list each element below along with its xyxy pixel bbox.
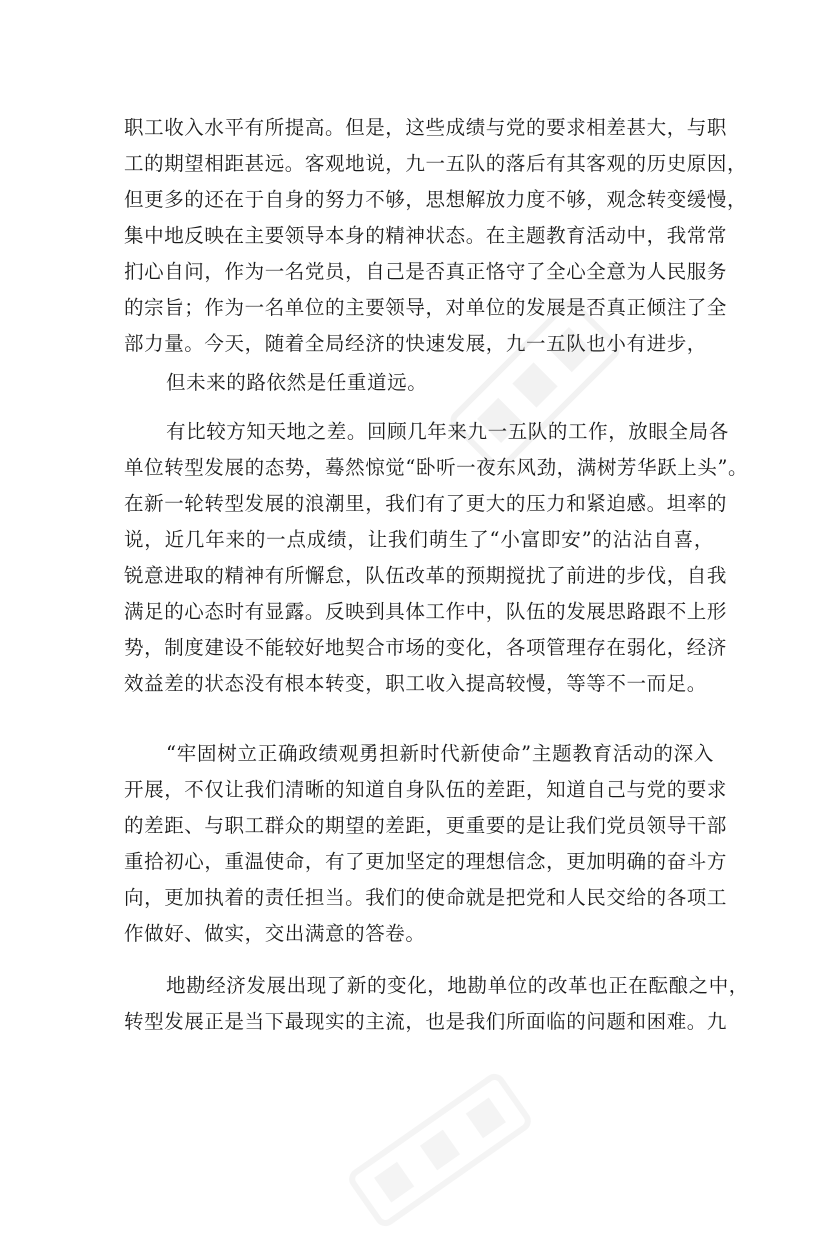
- text-line: 说，近几年来的一点成绩，让我们萌生了“小富即安”的沾沾自喜，: [124, 528, 714, 551]
- paragraph-2: [124, 365, 714, 401]
- watermark-stamp-bottom: [324, 1043, 557, 1256]
- text-line: 的宗旨；作为一名单位的主要领导，对单位的发展是否真正倾注了全: [124, 296, 728, 319]
- text-line: “牢固树立正确政绩观勇担新时代新使命”主题教育活动的深入: [166, 742, 714, 765]
- paragraph-5: [124, 968, 749, 1040]
- text-line: 扪心自问，作为一名党员，自己是否真正恪守了全心全意为人民服务: [124, 260, 728, 283]
- paragraph-4: [124, 736, 728, 952]
- text-line: 在新一轮转型发展的浪潮里，我们有了更大的压力和紧迫感。坦率的: [124, 492, 728, 515]
- text-line: 有比较方知天地之差。回顾几年来九一五队的工作，放眼全局各: [166, 420, 729, 443]
- paragraph-1: [124, 110, 748, 362]
- text-line: 部力量。今天，随着全局经济的快速发展，九一五队也小有进步，: [124, 332, 707, 355]
- text-line: 势，制度建设不能较好地契合市场的变化，各项管理存在弱化，经济: [124, 636, 728, 659]
- paragraph-3: [124, 414, 749, 702]
- text-line: 重拾初心，重温使命，有了更加坚定的理想信念，更加明确的奋斗方: [124, 850, 728, 873]
- text-line: 开展，不仅让我们清晰的知道自身队伍的差距，知道自己与党的要求: [124, 778, 728, 801]
- text-line: 单位转型发展的态势，蓦然惊觉“卧听一夜东风劲，满树芳华跃上头”。: [124, 456, 749, 479]
- text-line: 作做好、做实，交出满意的答卷。: [124, 922, 426, 945]
- text-line: 的差距、与职工群众的期望的差距，更重要的是让我们党员领导干部: [124, 814, 728, 837]
- text-line: 地勘经济发展出现了新的变化，地勘单位的改革也正在酝酿之中，: [166, 974, 749, 997]
- text-line: 职工收入水平有所提高。但是，这些成绩与党的要求相差甚大，与职: [124, 116, 728, 139]
- text-line: 集中地反映在主要领导本身的精神状态。在主题教育活动中，我常常: [124, 224, 728, 247]
- text-line: 但未来的路依然是任重道远。: [166, 371, 428, 394]
- text-line: 锐意进取的精神有所懈怠，队伍改革的预期搅扰了前进的步伐，自我: [124, 564, 728, 587]
- text-line: 满足的心态时有显露。反映到具体工作中，队伍的发展思路跟不上形: [124, 600, 728, 623]
- text-line: 工的期望相距甚远。客观地说，九一五队的落后有其客观的历史原因，: [124, 152, 748, 175]
- text-line: 向，更加执着的责任担当。我们的使命就是把党和人民交给的各项工: [124, 886, 728, 909]
- text-line: 效益差的状态没有根本转变，职工收入提高较慢，等等不一而足。: [124, 672, 707, 695]
- text-line: 转型发展正是当下最现实的主流，也是我们所面临的问题和困难。九: [124, 1010, 728, 1033]
- text-line: 但更多的还在于自身的努力不够，思想解放力度不够，观念转变缓慢，: [124, 188, 748, 211]
